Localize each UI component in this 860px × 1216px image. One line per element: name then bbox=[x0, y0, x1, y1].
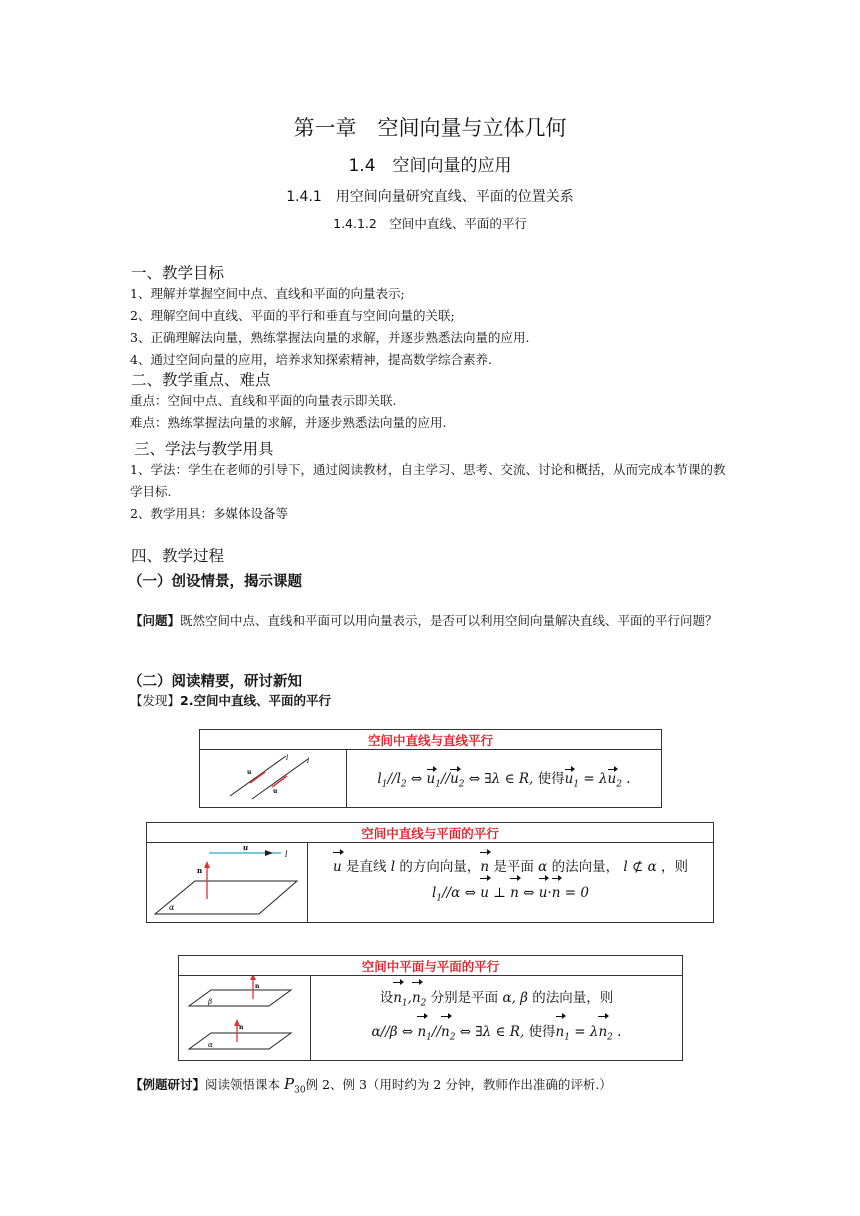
svg-text:u: u bbox=[243, 843, 249, 852]
subsection-title: 1.4.1 用空间向量研究直线、平面的位置关系 bbox=[286, 189, 574, 205]
plane-plane-box bbox=[178, 955, 683, 1061]
svg-text:n: n bbox=[197, 866, 203, 875]
keypoint-item: 难点：熟练掌握法向量的求解，并逐步熟悉法向量的应用. bbox=[130, 415, 447, 430]
goals-list bbox=[130, 283, 732, 371]
discover-tag: 【发现】 bbox=[130, 693, 181, 708]
goal-item: 3、正确理解法向量，熟练掌握法向量的求解，并逐步熟悉法向量的应用. bbox=[130, 330, 530, 345]
example-text-a: 阅读领悟课本 bbox=[205, 1077, 281, 1092]
line-plane-box bbox=[146, 822, 714, 923]
subsubsection-title: 1.4.1.2 空间中直线、平面的平行 bbox=[333, 216, 527, 231]
line-line-formula: $l_1//l_2$ ⇔ $u_1//u_2$ ⇔ ∃λ ∈ R, 使得$u_1 = \lambda u_2$ . bbox=[347, 750, 662, 808]
part1-heading: （一）创设情景，揭示课题 bbox=[128, 574, 302, 590]
goal-item: 1、理解并掌握空间中点、直线和平面的向量表示; bbox=[130, 286, 405, 301]
section-title: 1.4 空间向量的应用 bbox=[348, 156, 512, 176]
svg-text:n: n bbox=[255, 983, 260, 990]
parallel-planes-diagram bbox=[179, 976, 310, 1056]
discover-text: 2.空间中直线、平面的平行 bbox=[180, 693, 331, 708]
svg-text:α: α bbox=[169, 903, 175, 912]
goal-item: 4、通过空间向量的应用，培养求知探索精神，提高数学综合素养. bbox=[130, 352, 492, 367]
question-paragraph bbox=[130, 610, 732, 632]
discover-paragraph bbox=[130, 690, 732, 712]
svg-text:n: n bbox=[239, 1024, 244, 1031]
chapter-title: 第一章 空间向量与立体几何 bbox=[293, 116, 567, 140]
svg-text:u: u bbox=[273, 788, 278, 795]
svg-text:l: l bbox=[285, 850, 288, 859]
line-plane-diagram bbox=[147, 843, 307, 918]
part2-heading: （二）阅读精要，研讨新知 bbox=[128, 674, 302, 690]
plane-plane-caption: 空间中平面与平面的平行 bbox=[179, 956, 683, 976]
line-line-caption: 空间中直线与直线平行 bbox=[200, 730, 662, 750]
keypoints-list bbox=[130, 390, 732, 434]
goals-heading: 一、教学目标 bbox=[131, 264, 225, 282]
parallel-lines-diagram bbox=[200, 750, 346, 803]
plane-plane-figure bbox=[179, 976, 311, 1061]
methods-list bbox=[130, 459, 732, 525]
method-item-1: 1、学法：学生在老师的引导下，通过阅读教材，自主学习、思考、交流、讨论和概括，从而完成本节课的教学目标. bbox=[130, 462, 726, 499]
keypoints-heading: 二、教学重点、难点 bbox=[131, 371, 271, 389]
svg-text:α: α bbox=[208, 1041, 213, 1049]
methods-heading: 三、学法与教学用具 bbox=[134, 440, 274, 458]
line-plane-caption: 空间中直线与平面的平行 bbox=[147, 823, 714, 843]
method-item-2: 2、教学用具：多媒体设备等 bbox=[130, 506, 288, 521]
process-heading: 四、教学过程 bbox=[131, 547, 225, 565]
svg-text:l: l bbox=[307, 757, 310, 765]
question-tag: 【问题】 bbox=[130, 613, 181, 628]
example-page-number: 30 bbox=[294, 1085, 306, 1096]
svg-text:β: β bbox=[208, 998, 213, 1006]
goal-item: 2、理解空间中直线、平面的平行和垂直与空间向量的关联; bbox=[130, 308, 455, 323]
line-plane-figure bbox=[147, 843, 308, 923]
svg-text:u: u bbox=[247, 769, 252, 776]
line-line-figure bbox=[200, 750, 347, 808]
line-plane-formula: u 是直线 l 的方向向量，n 是平面 α 的法向量， l ⊄ α ，则 $l_1//\alpha$ ⇔ u ⊥ n ⇔ u·n = 0 bbox=[308, 843, 714, 923]
plane-plane-formula: 设$n_1,n_2$ 分别是平面 α, β 的法向量，则 α//β ⇔ $n_1//n_2$ ⇔ ∃λ ∈ R, 使得$n_1 = \lambda n_2$ . bbox=[311, 976, 683, 1061]
example-paragraph bbox=[130, 1073, 770, 1102]
example-tag: 【例题研讨】 bbox=[130, 1077, 206, 1092]
example-text-b: 例 2、例 3（用时约为 2 分钟，教师作出准确的评析.） bbox=[305, 1077, 612, 1092]
svg-text:l: l bbox=[286, 754, 289, 762]
keypoint-item: 重点：空间中点、直线和平面的向量表示即关联. bbox=[130, 393, 397, 408]
question-text: 既然空间中点、直线和平面可以用向量表示，是否可以利用空间向量解决直线、平面的平行问题？ bbox=[180, 613, 718, 628]
example-page: P bbox=[284, 1075, 295, 1093]
line-line-box bbox=[199, 729, 662, 808]
